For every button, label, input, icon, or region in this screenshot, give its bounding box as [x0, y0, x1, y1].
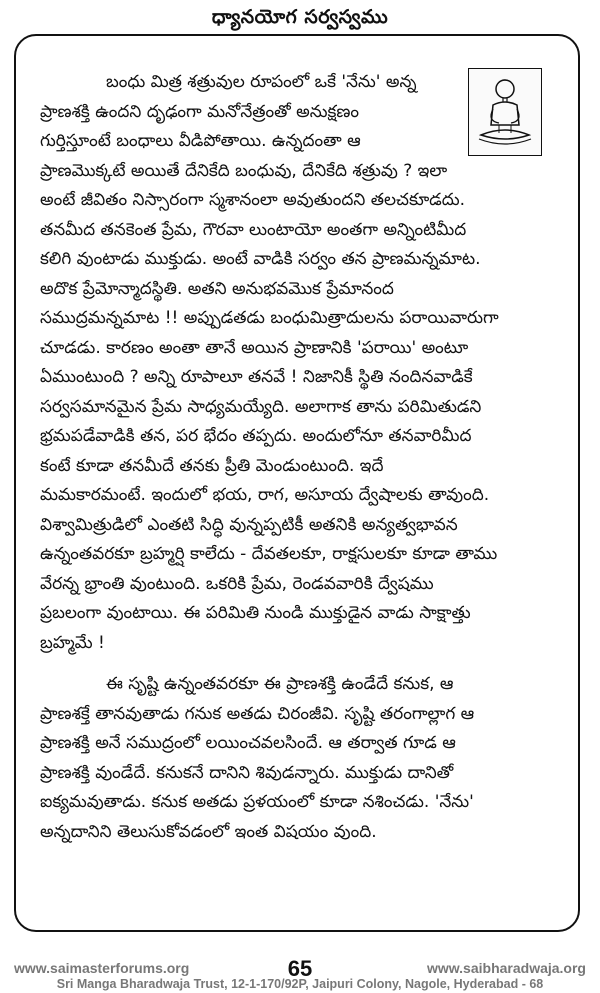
text-line: అన్నదానిని తెలుసుకోవడంలో ఇంత విషయం వుంది. [40, 821, 377, 842]
text-line: కంటే కూడా తనమీదే తనకు ప్రీతి మెండుంటుంది. ఇదే [40, 455, 384, 476]
text-line: ఏముంటుంది ? అన్ని రూపాలూ తనవే ! నిజానికీ స్థితి నందినవాడికే [40, 367, 473, 387]
text-line: ఐక్యమవుతాడు. కనుక అతడు ప్రళయంలో కూడా నశించడు. 'నేను' [40, 792, 474, 812]
text-line: ప్రాణమొక్కటే అయితే దేనికేది బంధువు, దేనికేది శత్రువు ? ఇలా [40, 160, 448, 181]
page-body-text [40, 68, 540, 847]
text-line: ఈ సృష్టి ఉన్నంతవరకూ ఈ ప్రాణశక్తి ఉండేదే కనుక, ఆ [106, 674, 454, 694]
text-line: అదొక ప్రేమోన్మాదస్థితి. అతని అనుభవమొక ప్రేమానంద [40, 278, 394, 299]
text-line: కలిగి వుంటాడు ముక్తుడు. అంటే వాడికి సర్వం తన ప్రాణమన్నమాట. [40, 249, 481, 269]
text-line: ప్రబలంగా వుంటాయి. ఈ పరిమితి నుండి ముక్తుడైన వాడు సాక్షాత్తు [40, 603, 471, 623]
text-line: సముద్రమన్నమాట !! అప్పుడతడు బంధుమిత్రాదులను పరాయివారుగా [40, 308, 499, 328]
text-line: బంధు మిత్ర శత్రువుల రూపంలో ఒకే 'నేను' అన్న [106, 72, 417, 92]
text-line: మమకారమంటే. ఇందులో భయ, రాగ, అసూయ ద్వేషాలకు తావుంది. [40, 485, 490, 505]
text-line: ప్రాణశక్తి ఉందని దృఢంగా మనోనేత్రంతో అనుక్షణం [40, 101, 360, 122]
text-line: గుర్తిస్తూంటే బంధాలు వీడిపోతాయి. ఉన్నదంతా ఆ [40, 131, 361, 151]
text-line: ప్రాణశక్తి వుండేదే. కనుకనే దానిని శివుడన్నారు. ముక్తుడు దానితో [40, 762, 454, 783]
text-line: వేరన్న భ్రాంతి వుంటుంది. ఒకరికి ప్రేమ, రెండవవారికి ద్వేషము [40, 573, 434, 594]
footer-address: Sri Manga Bharadwaja Trust, 12-1-170/92P, Jaipuri Colony, Nagole, Hyderabad - 68 [56, 977, 544, 991]
text-line: ఉన్నంతవరకూ బ్రహ్మర్షి కాలేదు - దేవతలకూ, రాక్షసులకూ కూడా తాము [40, 544, 498, 564]
text-line: సర్వసమానమైన ప్రేమ సాధ్యమయ్యేది. అలాగాక తాను పరిమితుడని [40, 396, 482, 417]
text-line: అంటే జీవితం నిస్సారంగా స్మశానంలా అవుతుందని తలచకూడదు. [40, 190, 466, 210]
text-line: విశ్వామిత్రుడిలో ఎంతటి సిద్ధి వున్నప్పటికీ అతనికి అన్యత్వభావన [40, 514, 458, 535]
text-line: భ్రమపడేవాడికి తన, పర భేదం తప్పదు. అందులోనూ తనవారిమీద [40, 426, 472, 446]
footer-website-left[interactable]: www.saimasterforums.org [14, 960, 190, 976]
page-number: 65 [287, 956, 313, 981]
text-line: చూడడు. కారణం అంతా తానే అయిన ప్రాణానికి 'పరాయి' అంటూ [40, 337, 469, 358]
text-line: ప్రాణశక్తే తానవుతాడు గనుక అతడు చిరంజీవి. సృష్టి తరంగాల్లాగ ఆ [40, 703, 475, 724]
footer-website-right[interactable]: www.saibharadwaja.org [427, 960, 586, 976]
page-header-title: ధ్యానయోగ సర్వస్వము [211, 6, 389, 28]
text-line: బ్రహ్మమే ! [40, 632, 105, 653]
text-line: ప్రాణశక్తి అనే సముద్రంలో లయించవలసిందే. ఆ తర్వాత గూడ ఆ [40, 733, 456, 753]
text-line: తనమీద తనకెంత ప్రేమ, గౌరవా లుంటాయో అంతగా అన్నింటిమీద [40, 219, 467, 240]
